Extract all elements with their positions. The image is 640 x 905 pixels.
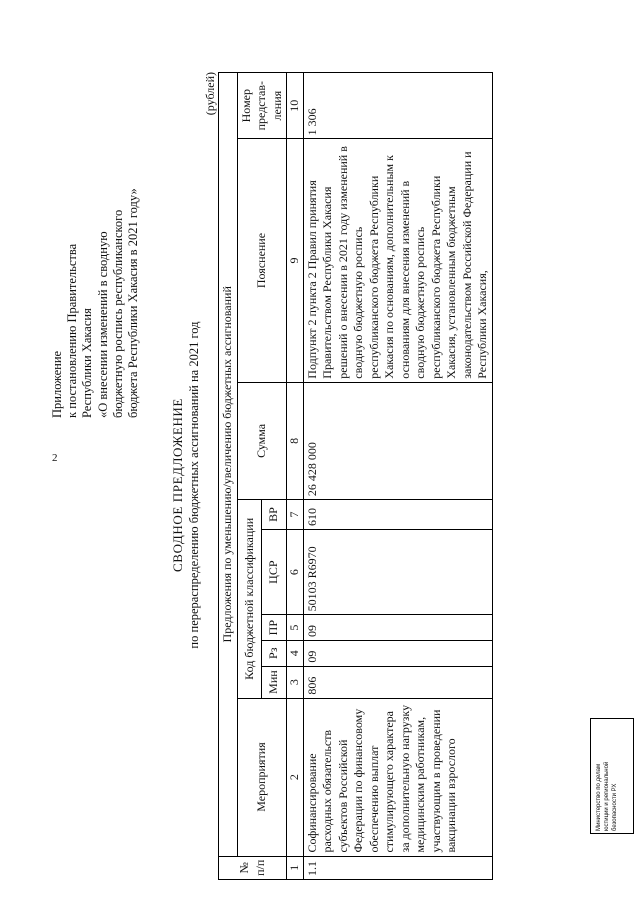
row-repr: 1 306 xyxy=(303,73,492,139)
col-number: 3 xyxy=(287,666,304,698)
document-title: СВОДНОЕ ПРЕДЛОЖЕНИЕ xyxy=(170,398,185,572)
row-event: Софинансирование расходных обязательств субъектов Российской Федерации по финансовому обеспечению выплат стимулирующего характера за дополнительную нагрузку медицинским работникам, участвующим в проведении вакцинации взрослого xyxy=(303,698,492,856)
allocation-table xyxy=(218,72,493,880)
stamp-line: Министерство по делам xyxy=(596,763,602,831)
header-note: Пояснение xyxy=(237,139,287,382)
appendix-line: бюджета Республики Хакасия в 2021 году» xyxy=(126,188,141,418)
table-row xyxy=(303,73,492,880)
header-csr: ЦСР xyxy=(262,529,287,614)
units-label: (рублей) xyxy=(203,72,217,116)
row-min: 806 xyxy=(303,666,492,698)
stamp-line: юстиции и региональной xyxy=(604,761,610,831)
col-number: 5 xyxy=(287,615,304,641)
appendix-line: бюджетную роспись республиканского xyxy=(110,209,125,418)
appendix-line: к постановлению Правительства xyxy=(65,243,80,418)
column-number-row xyxy=(287,73,304,880)
header-code: Код бюджетной классификации xyxy=(237,500,262,698)
stamp-line: безопасности РХ xyxy=(612,783,618,831)
appendix-line: Республики Хакасия xyxy=(80,308,95,418)
header-sum: Сумма xyxy=(237,382,287,499)
row-num: 1.1 xyxy=(303,856,492,879)
col-number: 8 xyxy=(287,382,304,499)
col-number: 1 xyxy=(287,856,304,879)
row-csr: 50103 R6970 xyxy=(303,529,492,614)
ministry-stamp xyxy=(590,718,634,834)
col-number: 9 xyxy=(287,139,304,382)
header-min: Мин xyxy=(262,666,287,698)
header-rz: Рз xyxy=(262,640,287,666)
header-pr: ПР xyxy=(262,615,287,641)
row-rz: 09 xyxy=(303,640,492,666)
header-event: Мероприятия xyxy=(237,698,287,856)
appendix-block xyxy=(50,48,141,418)
col-number: 2 xyxy=(287,698,304,856)
header-vr: ВР xyxy=(262,500,287,530)
col-number: 7 xyxy=(287,500,304,530)
rotated-page xyxy=(40,30,600,880)
row-sum: 26 428 000 xyxy=(303,382,492,499)
row-pr: 09 xyxy=(303,615,492,641)
col-number: 6 xyxy=(287,529,304,614)
header-proposals: Предложения по уменьшению/увеличению бюджетных ассигнований xyxy=(219,73,238,857)
page-number: 2 xyxy=(52,452,58,464)
appendix-line: Приложение xyxy=(50,350,64,418)
header-repr: Номер представ-ления xyxy=(237,73,287,139)
col-number: 4 xyxy=(287,640,304,666)
document-subtitle: по перераспределению бюджетных ассигнований на 2021 год xyxy=(187,321,201,649)
appendix-line: «О внесении изменений в сводную xyxy=(95,231,110,418)
row-note: Подпункт 2 пункта 2 Правил принятия Правительством Республики Хакасия решений о внесении в 2021 году изменений в сводную бюджетную роспись республиканского бюджета Республики Хакасия по основаниям, дополнительным к основаниям для внесения изменений в сводную бюджетную роспись республиканского бюджета Республики Хакасия, установленным бюджетным законодательством Российской Федерации и Республики Хакасия, xyxy=(303,139,492,382)
header-num: № п/п xyxy=(219,856,287,879)
row-vr: 610 xyxy=(303,500,492,530)
col-number: 10 xyxy=(287,73,304,139)
